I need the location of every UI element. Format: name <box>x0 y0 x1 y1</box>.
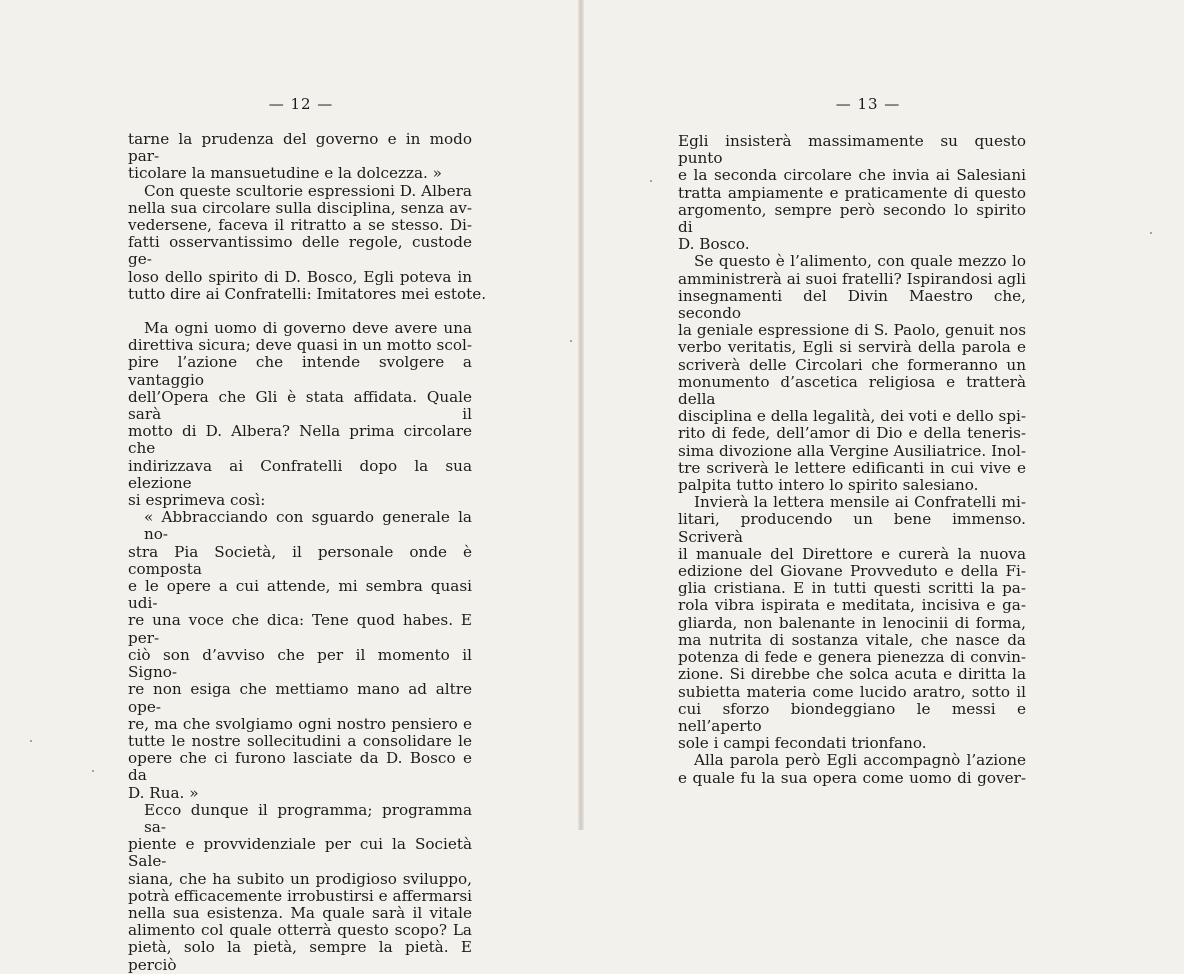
text-line: rito di fede, dell’amor di Dio e della teneris- <box>678 424 1026 443</box>
text-line: loso dello spirito di D. Bosco, Egli poteva in <box>128 267 472 286</box>
left-page <box>0 0 578 974</box>
right-page <box>584 0 1184 830</box>
text-line: cui sforzo biondeggiano le messi e nell’aperto <box>678 699 1026 735</box>
paper-speck <box>92 770 94 772</box>
page-body <box>678 133 1026 787</box>
text-line: nella sua esistenza. Ma quale sarà il vitale <box>128 903 472 922</box>
paper-speck <box>570 340 572 342</box>
text-line: tre scriverà le lettere edificanti in cui vive e <box>678 458 1026 477</box>
text-line: sole i campi fecondati trionfano. <box>678 734 927 753</box>
text-line: verbo veritatis, Egli si servirà della parola e <box>678 338 1026 357</box>
text-line: potenza di fede e genera pienezza di convin- <box>678 648 1026 667</box>
text-line: e quale fu la sua opera come uomo di gover- <box>678 768 1026 787</box>
text-line: sima divozione alla Vergine Ausiliatrice. Inol- <box>678 441 1026 460</box>
paper-speck <box>30 740 32 742</box>
text-line: Egli insisterà massimamente su questo punto <box>678 132 1026 168</box>
text-line: scriverà delle Circolari che formeranno un <box>678 355 1026 374</box>
text-line: e le opere a cui attende, mi sembra quasi udi- <box>128 577 472 613</box>
text-line: litari, producendo un bene immenso. Scriverà <box>678 510 1026 546</box>
text-line: tarne la prudenza del governo e in modo par- <box>128 130 472 166</box>
text-line: subietta materia come lucido aratro, sotto il <box>678 682 1026 701</box>
text-line: gliarda, non balenante in lenocinii di forma, <box>678 613 1026 632</box>
text-line: nella sua circolare sulla disciplina, senza av- <box>128 198 472 217</box>
text-line: potrà efficacemente irrobustirsi e affermarsi <box>128 886 472 905</box>
text-line: dell’Opera che Gli è stata affidata. Quale sarà il <box>128 387 472 424</box>
text-line: tratta ampiamente e praticamente di questo <box>678 183 1026 202</box>
text-line: si esprimeva così: <box>128 491 266 510</box>
text-line: glia cristiana. E in tutti questi scritti la pa- <box>678 579 1026 598</box>
text-line: D. Bosco. <box>678 235 750 254</box>
text-line: indirizzava ai Confratelli dopo la sua elezione <box>128 456 472 492</box>
text-line: e la seconda circolare che invia ai Salesiani <box>678 166 1026 185</box>
text-line: zione. Si direbbe che solca acuta e diritta la <box>678 665 1026 684</box>
text-line: stra Pia Società, il personale onde è composta <box>128 542 472 578</box>
text-line: piente e provvidenziale per cui la Società Sale- <box>128 835 472 871</box>
text-line: tutte le nostre sollecitudini a consolidare le <box>128 731 472 750</box>
text-line: re, ma che svolgiamo ogni nostro pensiero e <box>128 714 472 733</box>
text-line: opere che ci furono lasciate da D. Bosco e da <box>128 749 472 785</box>
text-line: Se questo è l’alimento, con quale mezzo lo <box>694 252 1026 271</box>
text-line: Ma ogni uomo di governo deve avere una <box>144 319 472 338</box>
text-line: motto di D. Albera? Nella prima circolare che <box>128 422 472 458</box>
paper-speck <box>650 180 652 182</box>
text-line: ticolare la mansuetudine e la dolcezza. » <box>128 164 442 183</box>
text-line: D. Rua. » <box>128 783 199 802</box>
page-number: — 12 — <box>268 95 334 113</box>
text-line: « Abbracciando con sguardo generale la no- <box>144 508 472 544</box>
text-line: alimento col quale otterrà questo scopo? La <box>128 921 472 940</box>
paragraph-gap <box>128 303 472 320</box>
text-line: re una voce che dica: Tene quod habes. E per- <box>128 611 472 647</box>
text-line: ciò son d’avviso che per il momento il Signo- <box>128 645 472 682</box>
text-line: Invierà la lettera mensile ai Confratelli mi- <box>694 493 1026 512</box>
text-line: Alla parola però Egli accompagnò l’azione <box>694 751 1026 770</box>
text-line: insegnamenti del Divin Maestro che, secondo <box>678 286 1026 323</box>
text-line: Ecco dunque il programma; programma sa- <box>144 800 472 836</box>
text-line: edizione del Giovane Provveduto e della Fi- <box>678 562 1026 581</box>
text-line: il manuale del Direttore e curerà la nuova <box>678 544 1026 563</box>
text-line: ma nutrita di sostanza vitale, che nasce da <box>678 630 1026 649</box>
text-line: la geniale espressione di S. Paolo, genuit nos <box>678 321 1026 340</box>
page-body <box>128 130 487 974</box>
text-line: re non esiga che mettiamo mano ad altre ope- <box>128 680 472 716</box>
text-line: vedersene, faceva il ritratto a se stesso. Di- <box>128 216 472 235</box>
text-line: monumento d’ascetica religiosa e tratterà della <box>678 372 1026 409</box>
text-line: rola vibra ispirata e meditata, incisiva e ga- <box>678 596 1026 615</box>
text-line: argomento, sempre però secondo lo spirito di <box>678 200 1026 237</box>
text-line: amministrerà ai suoi fratelli? Ispirandosi agli <box>678 269 1026 288</box>
paper-speck <box>1150 232 1152 234</box>
text-line: Con queste scultorie espressioni D. Albera <box>144 181 472 200</box>
text-line: direttiva sicura; deve quasi in un motto scol- <box>128 336 472 355</box>
text-line: palpita tutto intero lo spirito salesiano. <box>678 476 979 495</box>
text-line: tutto dire ai Confratelli: Imitatores mei estote. <box>128 284 487 303</box>
text-line: fatti osservantissimo delle regole, custode ge- <box>128 233 472 269</box>
page-number: — 13 — <box>835 95 901 113</box>
text-line: pietà, solo la pietà, sempre la pietà. E perciò <box>128 938 472 974</box>
text-line: disciplina e della legalità, dei voti e dello spi- <box>678 407 1026 426</box>
text-line: pire l’azione che intende svolgere a vantaggio <box>128 353 472 389</box>
text-line: siana, che ha subito un prodigioso sviluppo, <box>128 869 472 888</box>
